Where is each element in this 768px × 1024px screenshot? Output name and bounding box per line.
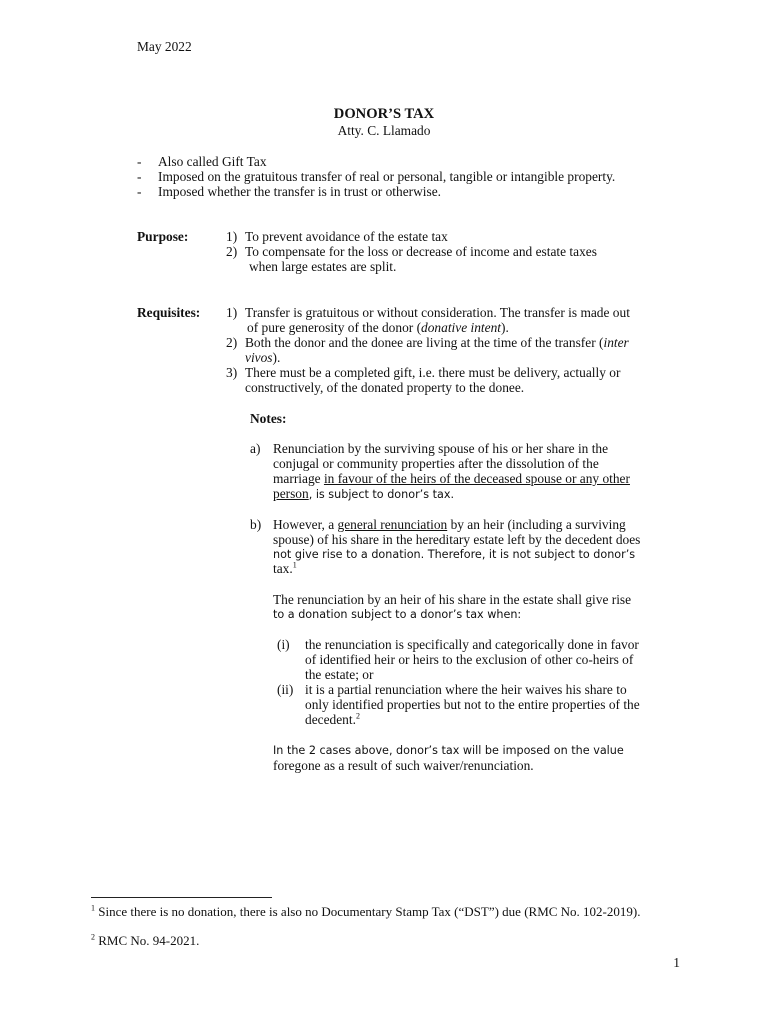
item-number: 1) — [226, 305, 238, 320]
paragraph-line: In the 2 cases above, donor’s tax will be imposed on the value — [273, 744, 624, 757]
document-author: Atty. C. Llamado — [337, 123, 431, 138]
note-marker: b) — [250, 517, 262, 532]
item-number: 1) — [226, 229, 238, 244]
case-line: decedent.$^2$ — [305, 711, 360, 727]
bullet-text: Imposed on the gratuitous transfer of real or personal, tangible or intangible property. — [158, 169, 616, 184]
paragraph-line: foregone as a result of such waiver/renunciation. — [273, 758, 534, 773]
footnote-number: 2 — [91, 932, 95, 942]
underlined-text: general renunciation — [337, 517, 448, 532]
case-marker: (ii) — [277, 682, 294, 697]
requisites-heading: Requisites: — [137, 305, 201, 320]
underlined-text: person — [273, 486, 309, 501]
underlined-text: in favour of the heirs of the deceased spouse or any other — [323, 471, 630, 486]
item-text-continued: when large estates are split. — [249, 259, 397, 274]
note-a-line: marriage in favour of the heirs of the deceased spouse or any other — [273, 471, 630, 486]
purpose-heading: Purpose: — [137, 229, 189, 244]
footnote-2: $^2$ RMC No. 94-2021. — [91, 932, 200, 948]
case-line: only identified properties but not to the entire properties of the — [305, 697, 640, 712]
page-number: 1 — [673, 955, 680, 970]
note-b-line: tax.$^1$ — [273, 560, 297, 576]
italic-term: donative intent — [421, 320, 501, 335]
note-a-line: person, is subject to donor’s tax. — [273, 486, 455, 501]
italic-term: inter — [603, 335, 629, 350]
bullet-text: Imposed whether the transfer is in trust or otherwise. — [158, 184, 441, 199]
item-text-continued: constructively, of the donated property to the donee. — [245, 380, 525, 395]
item-text: To compensate for the loss or decrease of income and estate taxes — [245, 244, 597, 259]
paragraph-line: The renunciation by an heir of his share in the estate shall give rise — [273, 592, 632, 607]
footnote-ref[interactable]: 1 — [292, 560, 297, 570]
note-marker: a) — [250, 441, 261, 456]
bullet-marker: - — [137, 184, 142, 199]
bullet-marker: - — [137, 169, 142, 184]
notes-heading: Notes: — [250, 411, 287, 426]
document-title: DONOR’S TAX — [333, 106, 435, 122]
case-line: the estate; or — [305, 667, 374, 682]
item-number: 2) — [226, 244, 238, 259]
item-number: 2) — [226, 335, 238, 350]
document-date: May 2022 — [137, 39, 192, 54]
footnote-divider — [91, 897, 272, 898]
note-b-line: not give rise to a donation. Therefore, it is not subject to donor’s — [273, 548, 636, 561]
item-text: To prevent avoidance of the estate tax — [245, 229, 448, 244]
note-a-line: Renunciation by the surviving spouse of his or her share in the — [273, 441, 609, 456]
item-text: There must be a completed gift, i.e. there must be delivery, actually or — [245, 365, 621, 380]
item-text-continued: vivos). — [245, 350, 281, 365]
item-number: 3) — [226, 365, 238, 380]
case-line: it is a partial renunciation where the heir waives his share to — [305, 682, 627, 697]
case-line: of identified heir or heirs to the exclusion of other co-heirs of — [305, 652, 634, 667]
footnote-1: $^1$ Since there is no donation, there is also no Documentary Stamp Tax (“DST”) due (RMC No. 102-2019). — [91, 903, 641, 919]
italic-term: vivos — [245, 350, 273, 365]
case-line: the renunciation is specifically and categorically done in favor — [305, 637, 639, 652]
note-a-line: conjugal or community properties after the dissolution of the — [273, 456, 599, 471]
footnote-number: 1 — [91, 903, 95, 913]
footnote-ref[interactable]: 2 — [355, 711, 360, 721]
bullet-text: Also called Gift Tax — [158, 154, 267, 169]
item-text-continued: of pure generosity of the donor (donative intent). — [247, 320, 509, 335]
item-text: Both the donor and the donee are living at the time of the transfer (inter — [245, 335, 629, 350]
note-b-line: spouse) of his share in the hereditary estate left by the decedent does — [273, 532, 641, 547]
item-text: Transfer is gratuitous or without consideration. The transfer is made out — [245, 305, 630, 320]
case-marker: (i) — [277, 637, 290, 652]
paragraph-line: to a donation subject to a donor’s tax when: — [273, 608, 522, 621]
note-b-line: However, a general renunciation by an heir (including a surviving — [273, 517, 626, 532]
bullet-marker: - — [137, 154, 142, 169]
